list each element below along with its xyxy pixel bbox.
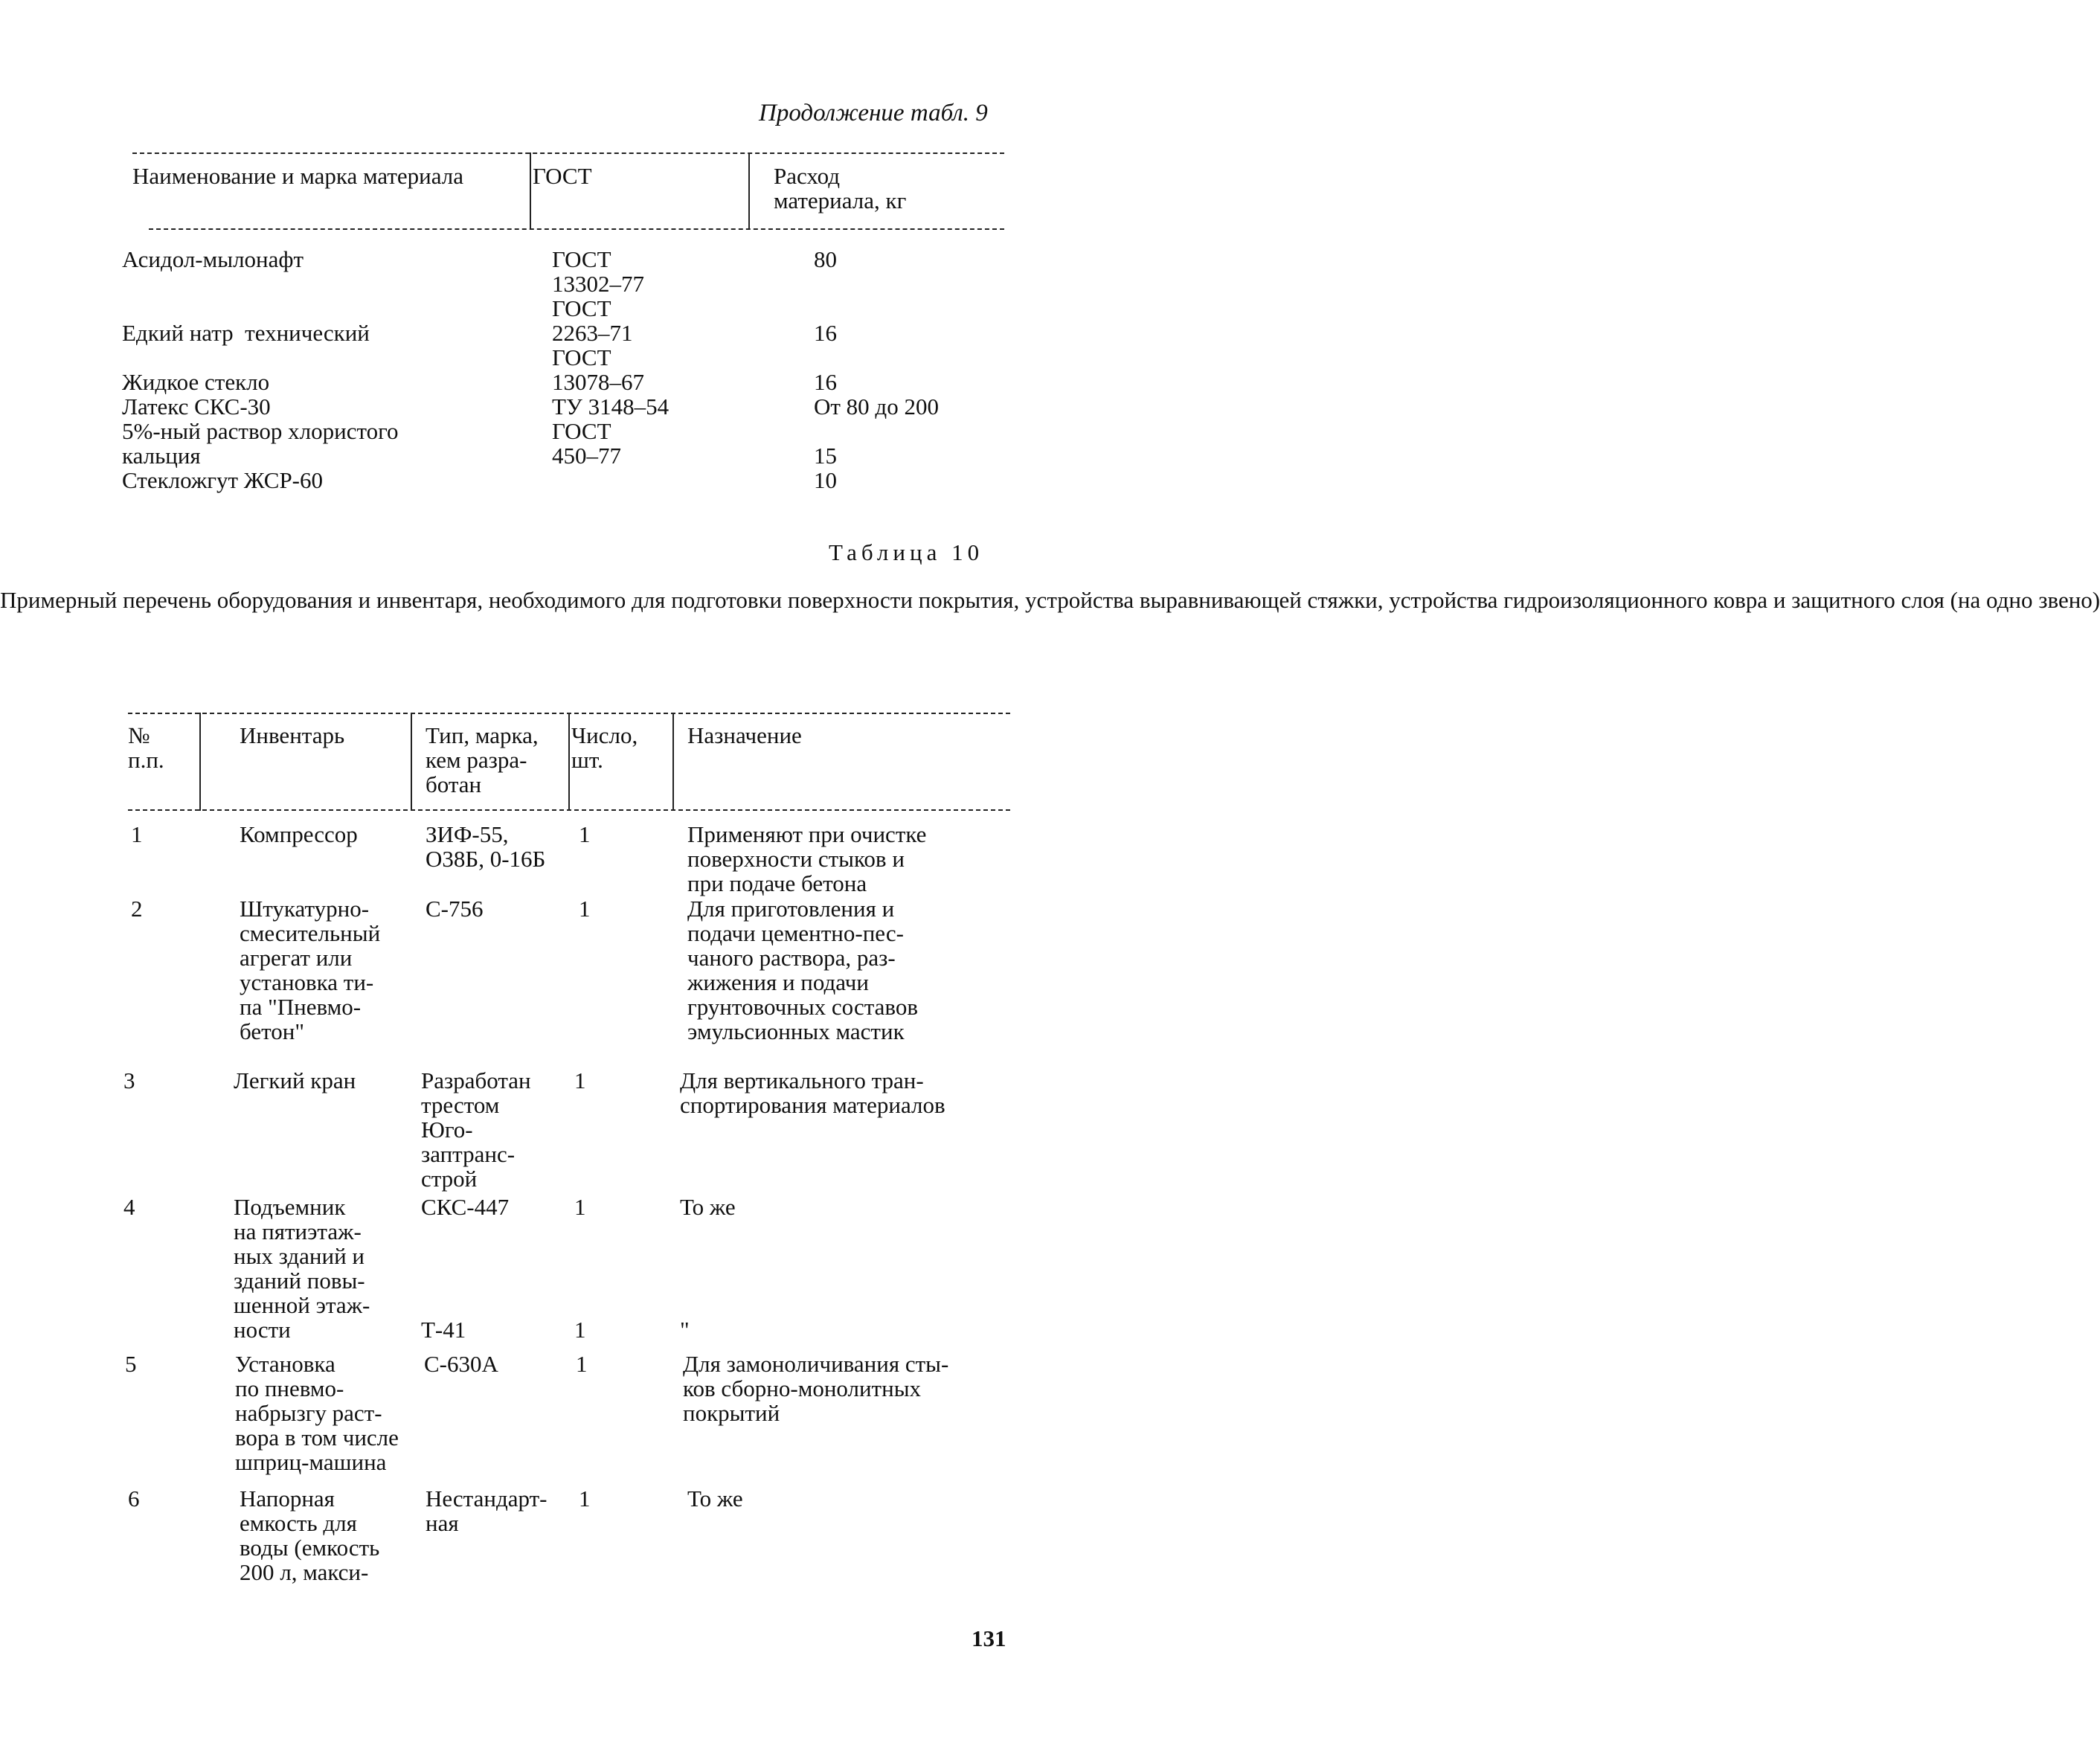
table-row-num: 2 <box>131 896 143 922</box>
table-row-purpose: Применяют при очистке поверхности стыков и при подаче бетона <box>687 821 927 896</box>
table10-header-type: Тип, марка, кем разра- ботан <box>426 722 539 797</box>
table9-header-gost: ГОСТ <box>533 163 592 189</box>
table-row-num: 1 <box>131 821 143 847</box>
table9-col-divider <box>530 152 531 230</box>
table-row-count: 1 <box>579 896 591 922</box>
page-number: 131 <box>972 1625 1006 1651</box>
table9-header-rule <box>149 228 1004 230</box>
table-row-count: 1 1 <box>574 1194 586 1343</box>
continuation-label: Продолжение табл. 9 <box>759 100 988 126</box>
table-row-type: Нестандарт- ная <box>426 1485 548 1536</box>
table10-header-purpose: Назначение <box>687 722 802 748</box>
table-row-inventory: Напорная емкость для воды (емкость 200 л, макси- <box>240 1485 380 1585</box>
table-row-num: 4 <box>123 1194 135 1220</box>
table9-material-names: Асидол-мылонафт Едкий натр технический Жидкое стекло Латекс СКС-30 5%-ный раствор хлористого кальция Стекложгут ЖСР-60 <box>122 246 399 493</box>
table9-consumption-values: 80 16 16 От 80 до 200 15 10 <box>814 246 939 493</box>
table10-header-count: Число, шт. <box>571 722 638 773</box>
table-row-count: 1 <box>574 1067 586 1093</box>
table10-col-divider <box>411 713 412 811</box>
table-row-inventory: Компрессор <box>240 821 358 847</box>
table-row-count: 1 <box>576 1351 588 1377</box>
table10-header-rule <box>128 809 1010 811</box>
table-row-inventory: Установка по пневмо- набрызгу раст- вора в том числе шприц-машина <box>235 1351 399 1475</box>
table-row-purpose: Для вертикального тран- спортирования материалов <box>680 1067 945 1118</box>
table-row-count: 1 <box>579 821 591 847</box>
table9-header-consumption: Расход материала, кг <box>774 163 907 213</box>
table-row-type: СКС-447 Т-41 <box>421 1194 510 1343</box>
table-row-num: 5 <box>125 1351 137 1377</box>
table-row-type: С-756 <box>426 896 484 922</box>
table-row-type: Разработан трестом Юго- заптранс- строй <box>421 1067 531 1192</box>
table-row-purpose: Для замоноличивания сты- ков сборно-монолитных покрытий <box>683 1351 949 1426</box>
table10-label: Таблица 10 <box>829 539 984 565</box>
table-row-inventory: Подъемник на пятиэтаж- ных зданий и зданий повы- шенной этаж- ности <box>234 1194 370 1343</box>
table-row-purpose: То же <box>687 1485 743 1512</box>
table-row-inventory: Штукатурно- смесительный агрегат или установка ти- па "Пневмо- бетон" <box>240 896 381 1044</box>
table9-top-rule <box>132 152 1004 154</box>
table-row-count: 1 <box>579 1485 591 1512</box>
table10-header-num: № п.п. <box>128 722 164 773</box>
table10-col-divider <box>199 713 201 811</box>
table10-title: Примерный перечень оборудования и инвентаря, необходимого для подготовки поверхности покрытия, устройства выравнивающей стяжки, устройства гидроизоляционного ковра и защитного слоя (на одно звено) <box>0 587 2100 613</box>
table-row-type: ЗИФ-55, О38Б, 0-16Б <box>426 821 546 872</box>
table-row-inventory: Легкий кран <box>234 1067 356 1093</box>
table10-header-inventory: Инвентарь <box>240 722 345 748</box>
table-row-num: 3 <box>123 1067 135 1093</box>
table-row-purpose: То же " <box>680 1194 736 1343</box>
table-row-type: С-630А <box>424 1351 498 1377</box>
table-row-purpose: Для приготовления и подачи цементно-пес- чаного раствора, раз- жижения и подачи грунтовочных составов эмульсионных мастик <box>687 896 918 1044</box>
table9-col-divider <box>748 152 750 230</box>
table10-col-divider <box>672 713 674 811</box>
table9-gost-values: ГОСТ 13302–77 ГОСТ 2263–71 ГОСТ 13078–67 ТУ 3148–54 ГОСТ 450–77 <box>552 246 670 469</box>
table10-col-divider <box>568 713 570 811</box>
table9-header-name: Наименование и марка материала <box>132 163 464 189</box>
table-row-num: 6 <box>128 1485 140 1512</box>
